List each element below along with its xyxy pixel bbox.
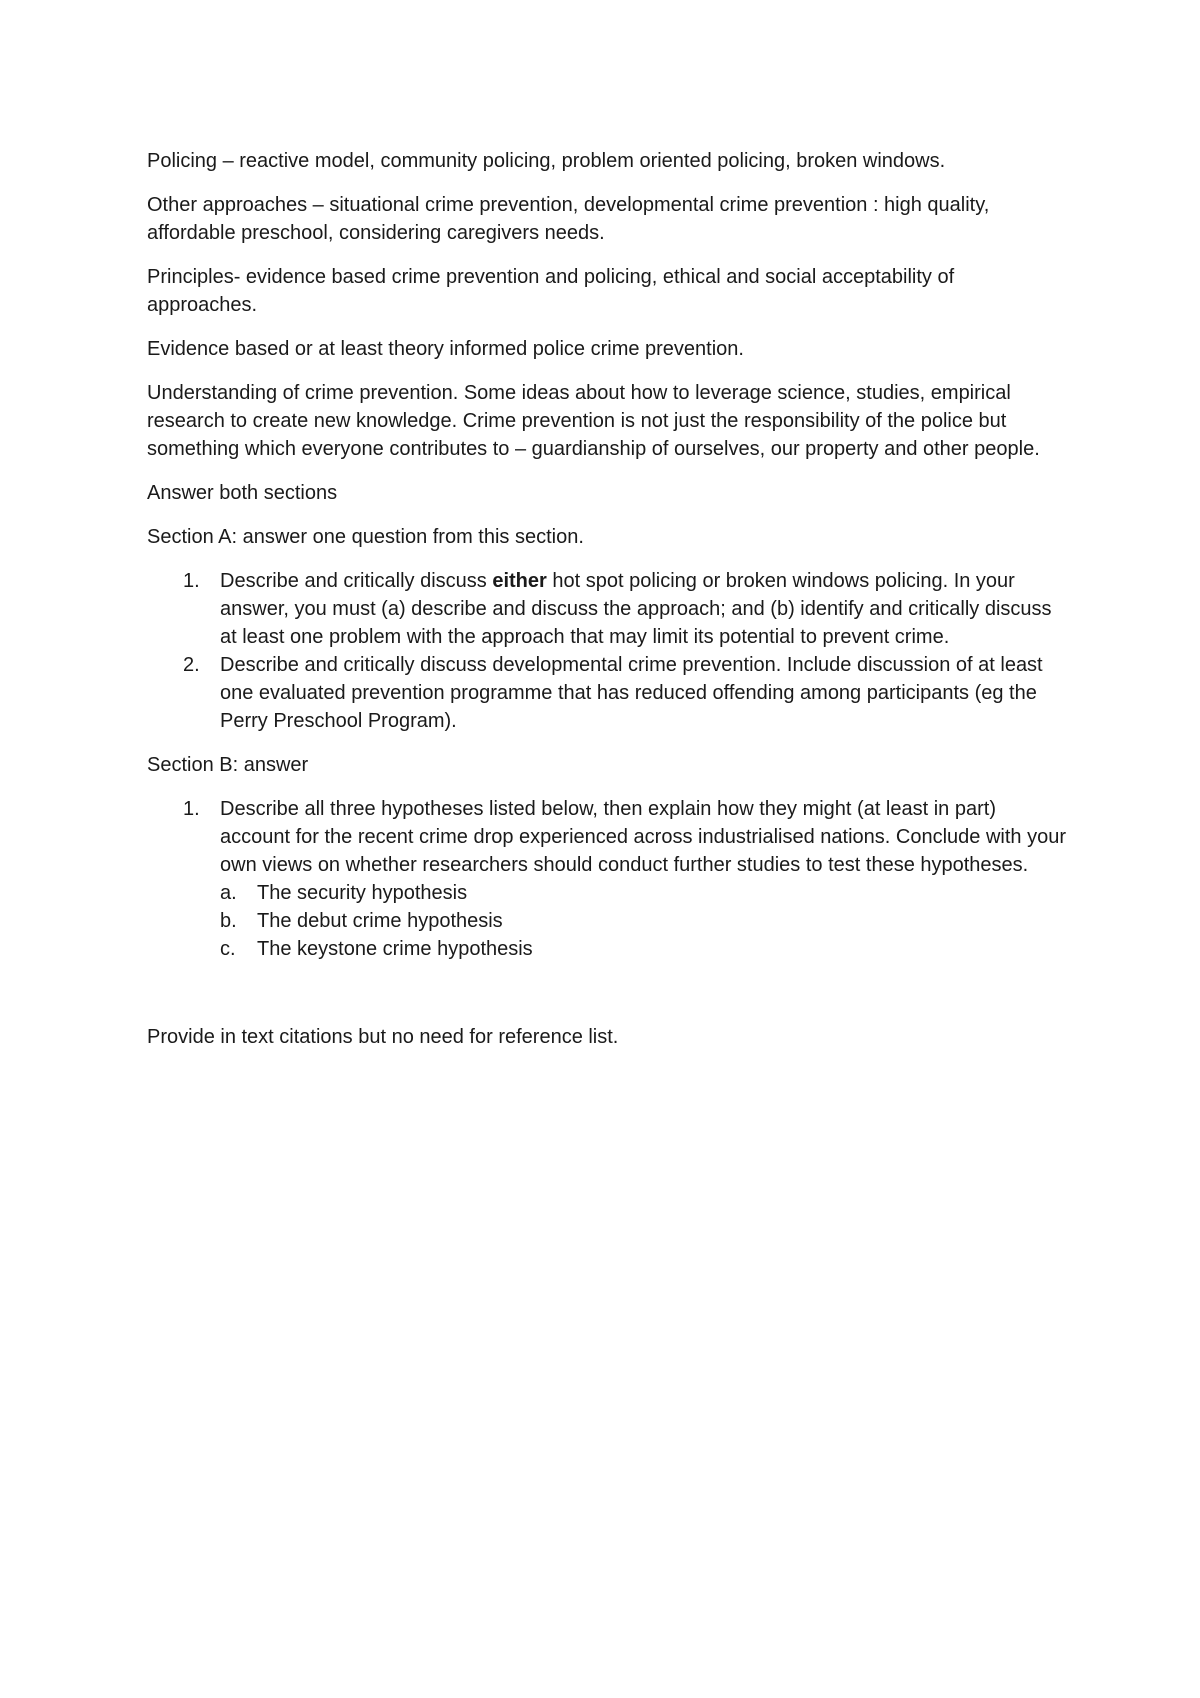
understanding-paragraph: Understanding of crime prevention. Some ideas about how to leverage science, studies, empirical research to create new knowledge. Crime prevention is not just the responsibility of the police but something which everyone contributes to – guardianship of ourselves, our property and other people. — [147, 382, 1040, 460]
section-a-heading: Section A: answer one question from this section. — [147, 526, 584, 548]
question-text: Describe and critically discuss developmental crime prevention. Include discussion of at least one evaluated prevention programme that has reduced offending among participants (eg the Perry Preschool Program). — [220, 654, 1043, 732]
section-b-heading: Section B: answer — [147, 754, 309, 776]
list-number: 1. — [183, 570, 200, 592]
hypothesis-text: The debut crime hypothesis — [257, 910, 503, 932]
hypothesis-item — [220, 879, 1067, 907]
list-letter: a. — [220, 882, 237, 904]
hypotheses-list — [220, 879, 1067, 963]
hypothesis-item — [220, 935, 1067, 963]
other-approaches-paragraph: Other approaches – situational crime prevention, developmental crime prevention : high quality, affordable preschool, considering caregivers needs. — [147, 194, 990, 244]
section-b-questions — [147, 795, 1067, 963]
section-a-question-1 — [147, 567, 1067, 651]
policing-paragraph: Policing – reactive model, community policing, problem oriented policing, broken windows. — [147, 150, 946, 172]
principles-paragraph: Principles- evidence based crime prevention and policing, ethical and social acceptability of approaches. — [147, 266, 955, 316]
answer-both-sections: Answer both sections — [147, 482, 338, 504]
list-number: 1. — [183, 798, 200, 820]
question-text-post: hot spot policing or broken windows policing. In your answer, you must (a) describe and discuss the approach; and (b) identify and critically discuss at least one problem with the approach that may limit its potential to prevent crime. — [220, 570, 1052, 648]
list-letter: b. — [220, 910, 237, 932]
question-text: Describe all three hypotheses listed below, then explain how they might (at least in part) account for the recent crime drop experienced across industrialised nations. Conclude with your own views on whether researchers should conduct further studies to test these hypotheses. — [220, 798, 1066, 876]
hypothesis-text: The keystone crime hypothesis — [257, 938, 533, 960]
document-body — [147, 147, 1067, 1067]
hypothesis-item — [220, 907, 1067, 935]
list-number: 2. — [183, 654, 200, 676]
list-letter: c. — [220, 938, 236, 960]
section-a-questions — [147, 567, 1067, 735]
question-emphasis: either — [492, 570, 547, 592]
question-text-pre: Describe and critically discuss — [220, 570, 493, 592]
citation-note: Provide in text citations but no need for reference list. — [147, 1026, 619, 1048]
section-a-question-2 — [147, 651, 1067, 735]
hypothesis-text: The security hypothesis — [257, 882, 468, 904]
evidence-based-paragraph: Evidence based or at least theory informed police crime prevention. — [147, 338, 744, 360]
blank-line — [147, 979, 1067, 1023]
section-b-question-1 — [147, 795, 1067, 963]
